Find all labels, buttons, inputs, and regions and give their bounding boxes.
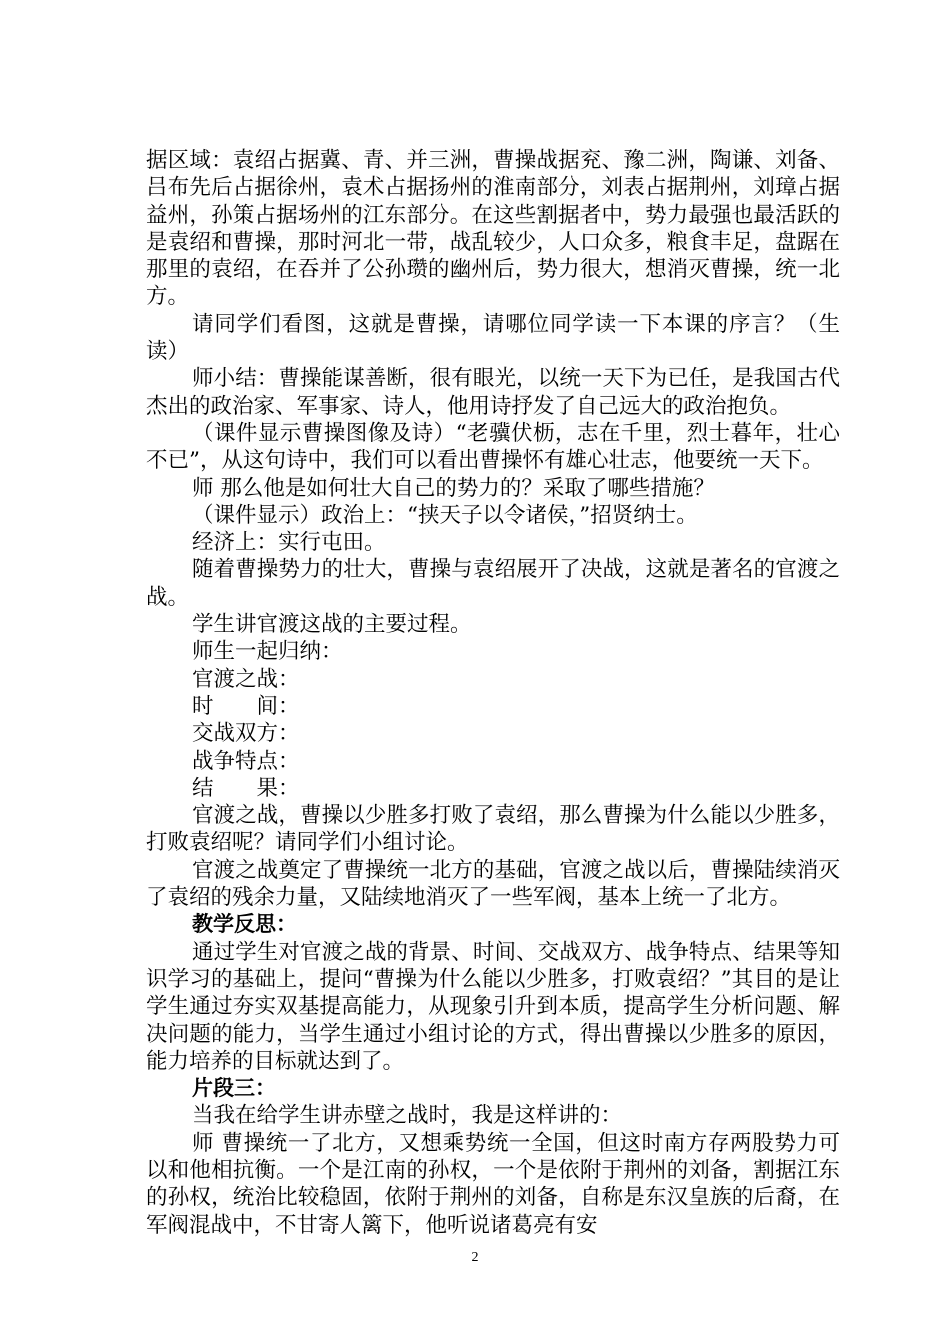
paragraph: 官渡之战，曹操以少胜多打败了袁绍，那么曹操为什么能以少胜多，打败袁绍呢？请同学们小组讨论。 — [146, 803, 840, 856]
outline-item: 战争特点： — [192, 748, 300, 774]
page-number: 2 — [471, 1250, 479, 1265]
outline-item: 时 间： — [192, 693, 300, 719]
page-body — [146, 147, 840, 1239]
paragraph: 学生讲官渡这战的主要过程。 — [192, 612, 472, 638]
paragraph: 师 曹操统一了北方，又想乘势统一全国，但这时南方存两股势力可以和他相抗衡。一个是江南的孙权，一个是依附于荆州的刘备，割据江东的孙权，统治比较稳固，依附于荆州的刘备，自称是东汉皇族的后裔，在军阀混战中，不甘寄人篱下，他听说诸葛亮有安 — [146, 1130, 840, 1238]
paragraph: 据区域：袁绍占据冀、青、并三洲，曹操战据兖、豫二洲，陶谦、刘备、吕布先后占据徐州，袁术占据扬州的淮南部分，刘表占据荆州，刘璋占据益州，孙策占据场州的江东部分。在这些割据者中，势力最强也最活跃的是袁绍和曹操，那时河北一带，战乱较少，人口众多，粮食丰足，盘踞在那里的袁绍，在吞并了公孙瓒的幽州后，势力很大，想消灭曹操，统一北方。 — [146, 148, 840, 310]
paragraph: 通过学生对官渡之战的背景、时间、交战双方、战争特点、结果等知识学习的基础上，提问“曹操为什么能以少胜多，打败袁绍？”其目的是让学生通过夯实双基提高能力，从现象引升到本质，提高学生分析问题、解决问题的能力，当学生通过小组讨论的方式，得出曹操以少胜多的原因，能力培养的目标就达到了。 — [146, 939, 840, 1074]
paragraph: 随着曹操势力的壮大，曹操与袁绍展开了决战，这就是著名的官渡之战。 — [146, 557, 840, 610]
paragraph: （课件显示曹操图像及诗）“老骥伏枥，志在千里，烈士暮年，壮心不已”，从这句诗中，我们可以看出曹操怀有雄心壮志，他要统一天下。 — [146, 420, 840, 474]
section-heading: 片段三： — [192, 1076, 276, 1101]
outline-item: 官渡之战： — [192, 666, 300, 692]
paragraph: 师 那么他是如何壮大自己的势力的？采取了哪些措施？ — [192, 475, 715, 501]
outline-item: 交战双方： — [192, 721, 300, 747]
paragraph: 师生一起归纳： — [192, 639, 343, 665]
paragraph: 请同学们看图，这就是曹操，请哪位同学读一下本课的序言？（生读） — [146, 311, 840, 365]
outline-item: 结 果： — [192, 775, 300, 801]
paragraph: 师小结：曹操能谋善断，很有眼光，以统一天下为已任，是我国古代杰出的政治家、军事家、诗人，他用诗抒发了自己远大的政治抱负。 — [146, 366, 840, 419]
paragraph: （课件显示）政治上：“挟天子以令诸侯，”招贤纳士。 — [192, 502, 698, 528]
paragraph: 官渡之战奠定了曹操统一北方的基础，官渡之战以后，曹操陆续消灭了袁绍的残余力量，又陆续地消灭了一些军阀，基本上统一了北方。 — [146, 857, 840, 911]
section-heading: 教学反思： — [192, 912, 297, 937]
paragraph: 当我在给学生讲赤壁之战时，我是这样讲的： — [192, 1103, 623, 1129]
paragraph: 经济上：实行屯田。 — [192, 530, 386, 556]
